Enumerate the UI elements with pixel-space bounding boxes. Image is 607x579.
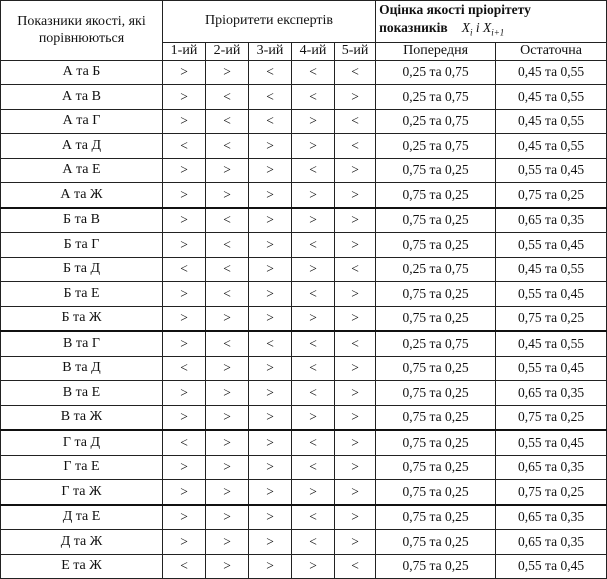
- expert-priority-cell: >: [335, 405, 376, 430]
- table-row: [1, 356, 607, 381]
- expert-priority-cell: >: [335, 183, 376, 208]
- expert-priority-cell: <: [292, 158, 335, 183]
- pair-cell: Г та Е: [1, 455, 163, 480]
- header-expert-5: 5-ий: [335, 42, 376, 60]
- expert-priority-cell: >: [163, 85, 206, 110]
- expert-priority-cell: <: [206, 257, 249, 282]
- table-row: [1, 134, 607, 159]
- expert-priority-cell: >: [163, 381, 206, 406]
- expert-priority-cell: >: [292, 183, 335, 208]
- expert-priority-cell: >: [249, 455, 292, 480]
- table-row: [1, 158, 607, 183]
- expert-priority-cell: >: [249, 480, 292, 505]
- final-score-cell: 0,65 та 0,35: [496, 381, 607, 406]
- final-score-cell: 0,45 та 0,55: [496, 60, 607, 85]
- expert-priority-cell: >: [335, 430, 376, 455]
- table-row: [1, 60, 607, 85]
- expert-priority-cell: <: [163, 430, 206, 455]
- header-experts: Пріоритети експертів: [163, 1, 376, 43]
- prev-score-cell: 0,75 та 0,25: [376, 158, 496, 183]
- final-score-cell: 0,65 та 0,35: [496, 505, 607, 530]
- prev-score-cell: 0,75 та 0,25: [376, 405, 496, 430]
- pair-cell: А та Б: [1, 60, 163, 85]
- expert-priority-cell: >: [292, 134, 335, 159]
- header-expert-4: 4-ий: [292, 42, 335, 60]
- table-row: [1, 85, 607, 110]
- expert-priority-cell: <: [335, 554, 376, 579]
- prev-score-cell: 0,75 та 0,25: [376, 505, 496, 530]
- pair-cell: Д та Е: [1, 505, 163, 530]
- expert-priority-cell: >: [335, 282, 376, 307]
- expert-priority-cell: >: [249, 257, 292, 282]
- expert-priority-cell: >: [249, 356, 292, 381]
- expert-priority-cell: <: [163, 356, 206, 381]
- expert-priority-cell: <: [335, 134, 376, 159]
- expert-priority-cell: <: [249, 331, 292, 356]
- pair-cell: В та Ж: [1, 405, 163, 430]
- expert-priority-cell: >: [163, 233, 206, 258]
- final-score-cell: 0,45 та 0,55: [496, 109, 607, 134]
- expert-priority-cell: >: [206, 405, 249, 430]
- pair-cell: Д та Ж: [1, 530, 163, 555]
- expert-priority-cell: <: [206, 109, 249, 134]
- prev-score-cell: 0,25 та 0,75: [376, 85, 496, 110]
- expert-priority-cell: <: [249, 60, 292, 85]
- header-quality-line1: Оцінка якості пріорітету: [379, 2, 531, 17]
- table-row: [1, 331, 607, 356]
- expert-priority-cell: <: [249, 109, 292, 134]
- table-row: [1, 530, 607, 555]
- expert-priority-cell: >: [163, 158, 206, 183]
- expert-priority-cell: >: [206, 356, 249, 381]
- pair-cell: А та Г: [1, 109, 163, 134]
- expert-priority-cell: <: [335, 257, 376, 282]
- final-score-cell: 0,45 та 0,55: [496, 257, 607, 282]
- prev-score-cell: 0,75 та 0,25: [376, 381, 496, 406]
- expert-priority-cell: <: [292, 282, 335, 307]
- expert-priority-cell: <: [163, 257, 206, 282]
- final-score-cell: 0,55 та 0,45: [496, 233, 607, 258]
- expert-priority-cell: >: [292, 109, 335, 134]
- expert-priority-cell: >: [249, 183, 292, 208]
- expert-priority-cell: <: [335, 109, 376, 134]
- pair-cell: А та В: [1, 85, 163, 110]
- expert-priority-cell: >: [249, 306, 292, 331]
- expert-priority-cell: >: [335, 85, 376, 110]
- expert-priority-cell: >: [163, 109, 206, 134]
- prev-score-cell: 0,75 та 0,25: [376, 208, 496, 233]
- table-row: [1, 183, 607, 208]
- table-row: [1, 405, 607, 430]
- prev-score-cell: 0,75 та 0,25: [376, 430, 496, 455]
- header-prev: Попередня: [376, 42, 496, 60]
- expert-priority-cell: >: [292, 208, 335, 233]
- final-score-cell: 0,65 та 0,35: [496, 208, 607, 233]
- expert-priority-cell: >: [249, 381, 292, 406]
- final-score-cell: 0,75 та 0,25: [496, 480, 607, 505]
- table-row: [1, 282, 607, 307]
- table-row: [1, 233, 607, 258]
- table-row: [1, 381, 607, 406]
- pair-cell: Е та Ж: [1, 554, 163, 579]
- expert-priority-cell: <: [292, 356, 335, 381]
- expert-priority-cell: >: [206, 430, 249, 455]
- header-expert-2: 2-ий: [206, 42, 249, 60]
- pair-cell: Б та Е: [1, 282, 163, 307]
- expert-priority-cell: >: [335, 306, 376, 331]
- expert-priority-cell: >: [206, 183, 249, 208]
- pair-cell: В та Г: [1, 331, 163, 356]
- final-score-cell: 0,75 та 0,25: [496, 183, 607, 208]
- pair-cell: Б та Г: [1, 233, 163, 258]
- expert-priority-cell: >: [292, 257, 335, 282]
- expert-priority-cell: >: [163, 455, 206, 480]
- prev-score-cell: 0,75 та 0,25: [376, 455, 496, 480]
- table-body: [1, 60, 607, 579]
- expert-priority-cell: >: [163, 405, 206, 430]
- expert-priority-cell: >: [163, 282, 206, 307]
- pair-cell: Б та Ж: [1, 306, 163, 331]
- expert-priority-cell: <: [335, 60, 376, 85]
- header-quality: [376, 1, 607, 43]
- pair-cell: В та Д: [1, 356, 163, 381]
- expert-priority-cell: <: [292, 505, 335, 530]
- expert-priority-cell: >: [335, 381, 376, 406]
- expert-priority-cell: >: [249, 554, 292, 579]
- header-expert-1: 1-ий: [163, 42, 206, 60]
- header-row: [1, 1, 607, 43]
- expert-priority-cell: >: [335, 208, 376, 233]
- expert-priority-cell: >: [335, 505, 376, 530]
- pair-cell: Б та Д: [1, 257, 163, 282]
- expert-priority-cell: >: [206, 530, 249, 555]
- header-quality-formula: $X_i$ і $X_{i+1}$: [461, 20, 505, 38]
- final-score-cell: 0,55 та 0,45: [496, 282, 607, 307]
- table-row: [1, 208, 607, 233]
- header-indicators: Показники якості, які порівнюються: [1, 1, 163, 61]
- final-score-cell: 0,45 та 0,55: [496, 85, 607, 110]
- expert-priority-cell: <: [292, 381, 335, 406]
- expert-priority-cell: >: [292, 306, 335, 331]
- expert-priority-cell: >: [335, 455, 376, 480]
- expert-priority-cell: <: [292, 430, 335, 455]
- prev-score-cell: 0,75 та 0,25: [376, 480, 496, 505]
- table-row: [1, 257, 607, 282]
- pair-cell: А та Д: [1, 134, 163, 159]
- expert-priority-cell: <: [163, 554, 206, 579]
- expert-priority-cell: <: [206, 331, 249, 356]
- expert-priority-cell: >: [335, 233, 376, 258]
- expert-priority-cell: >: [249, 208, 292, 233]
- expert-priority-cell: >: [249, 505, 292, 530]
- expert-priority-cell: <: [292, 331, 335, 356]
- expert-priority-cell: >: [206, 381, 249, 406]
- header-final: Остаточна: [496, 42, 607, 60]
- final-score-cell: 0,65 та 0,35: [496, 455, 607, 480]
- expert-priority-cell: >: [292, 554, 335, 579]
- prev-score-cell: 0,75 та 0,25: [376, 554, 496, 579]
- final-score-cell: 0,45 та 0,55: [496, 331, 607, 356]
- prev-score-cell: 0,75 та 0,25: [376, 356, 496, 381]
- table-row: [1, 480, 607, 505]
- expert-priority-cell: >: [163, 306, 206, 331]
- table-row: [1, 306, 607, 331]
- expert-priority-cell: >: [163, 208, 206, 233]
- prev-score-cell: 0,75 та 0,25: [376, 306, 496, 331]
- expert-priority-cell: >: [249, 405, 292, 430]
- final-score-cell: 0,45 та 0,55: [496, 134, 607, 159]
- expert-priority-cell: <: [163, 134, 206, 159]
- expert-priority-cell: <: [292, 60, 335, 85]
- expert-priority-cell: >: [249, 430, 292, 455]
- expert-priority-cell: >: [335, 480, 376, 505]
- expert-priority-cell: >: [206, 60, 249, 85]
- expert-priority-cell: >: [163, 60, 206, 85]
- expert-priority-cell: >: [335, 530, 376, 555]
- pair-cell: В та Е: [1, 381, 163, 406]
- expert-priority-cell: <: [206, 208, 249, 233]
- expert-priority-cell: <: [292, 85, 335, 110]
- expert-priority-cell: <: [292, 233, 335, 258]
- table-row: [1, 554, 607, 579]
- final-score-cell: 0,55 та 0,45: [496, 158, 607, 183]
- expert-priority-cell: >: [249, 282, 292, 307]
- prev-score-cell: 0,25 та 0,75: [376, 331, 496, 356]
- pair-cell: Г та Ж: [1, 480, 163, 505]
- prev-score-cell: 0,75 та 0,25: [376, 530, 496, 555]
- prev-score-cell: 0,75 та 0,25: [376, 183, 496, 208]
- expert-priority-cell: >: [206, 480, 249, 505]
- expert-priority-cell: >: [249, 530, 292, 555]
- final-score-cell: 0,55 та 0,45: [496, 356, 607, 381]
- expert-priority-cell: >: [163, 480, 206, 505]
- expert-priority-cell: <: [206, 134, 249, 159]
- expert-priority-cell: >: [249, 158, 292, 183]
- pair-cell: Г та Д: [1, 430, 163, 455]
- expert-priority-cell: <: [335, 331, 376, 356]
- expert-priority-cell: <: [292, 455, 335, 480]
- expert-priority-cell: >: [335, 356, 376, 381]
- prev-score-cell: 0,75 та 0,25: [376, 233, 496, 258]
- table-row: [1, 455, 607, 480]
- expert-priority-cell: >: [292, 405, 335, 430]
- table-row: [1, 109, 607, 134]
- prev-score-cell: 0,25 та 0,75: [376, 109, 496, 134]
- prev-score-cell: 0,75 та 0,25: [376, 282, 496, 307]
- expert-priority-cell: <: [249, 85, 292, 110]
- expert-priority-cell: >: [163, 331, 206, 356]
- expert-priority-cell: >: [163, 183, 206, 208]
- pair-cell: А та Е: [1, 158, 163, 183]
- expert-priority-cell: >: [206, 306, 249, 331]
- expert-priority-cell: >: [206, 455, 249, 480]
- expert-priority-cell: >: [163, 530, 206, 555]
- table-row: [1, 430, 607, 455]
- prev-score-cell: 0,25 та 0,75: [376, 134, 496, 159]
- final-score-cell: 0,55 та 0,45: [496, 430, 607, 455]
- header-quality-line2: показників: [379, 20, 448, 35]
- expert-priority-cell: >: [292, 480, 335, 505]
- final-score-cell: 0,75 та 0,25: [496, 306, 607, 331]
- prev-score-cell: 0,25 та 0,75: [376, 60, 496, 85]
- expert-priority-cell: >: [335, 158, 376, 183]
- table-row: [1, 505, 607, 530]
- final-score-cell: 0,75 та 0,25: [496, 405, 607, 430]
- expert-priority-cell: >: [206, 158, 249, 183]
- prev-score-cell: 0,25 та 0,75: [376, 257, 496, 282]
- expert-priority-cell: >: [249, 134, 292, 159]
- expert-priority-cell: <: [292, 530, 335, 555]
- expert-priority-cell: >: [249, 233, 292, 258]
- header-expert-3: 3-ий: [249, 42, 292, 60]
- pair-cell: А та Ж: [1, 183, 163, 208]
- expert-priority-cell: >: [206, 505, 249, 530]
- final-score-cell: 0,65 та 0,35: [496, 530, 607, 555]
- expert-priority-cell: <: [206, 233, 249, 258]
- expert-priority-cell: >: [163, 505, 206, 530]
- expert-priority-cell: >: [206, 554, 249, 579]
- expert-priority-cell: <: [206, 282, 249, 307]
- pair-cell: Б та В: [1, 208, 163, 233]
- expert-priority-cell: <: [206, 85, 249, 110]
- final-score-cell: 0,55 та 0,45: [496, 554, 607, 579]
